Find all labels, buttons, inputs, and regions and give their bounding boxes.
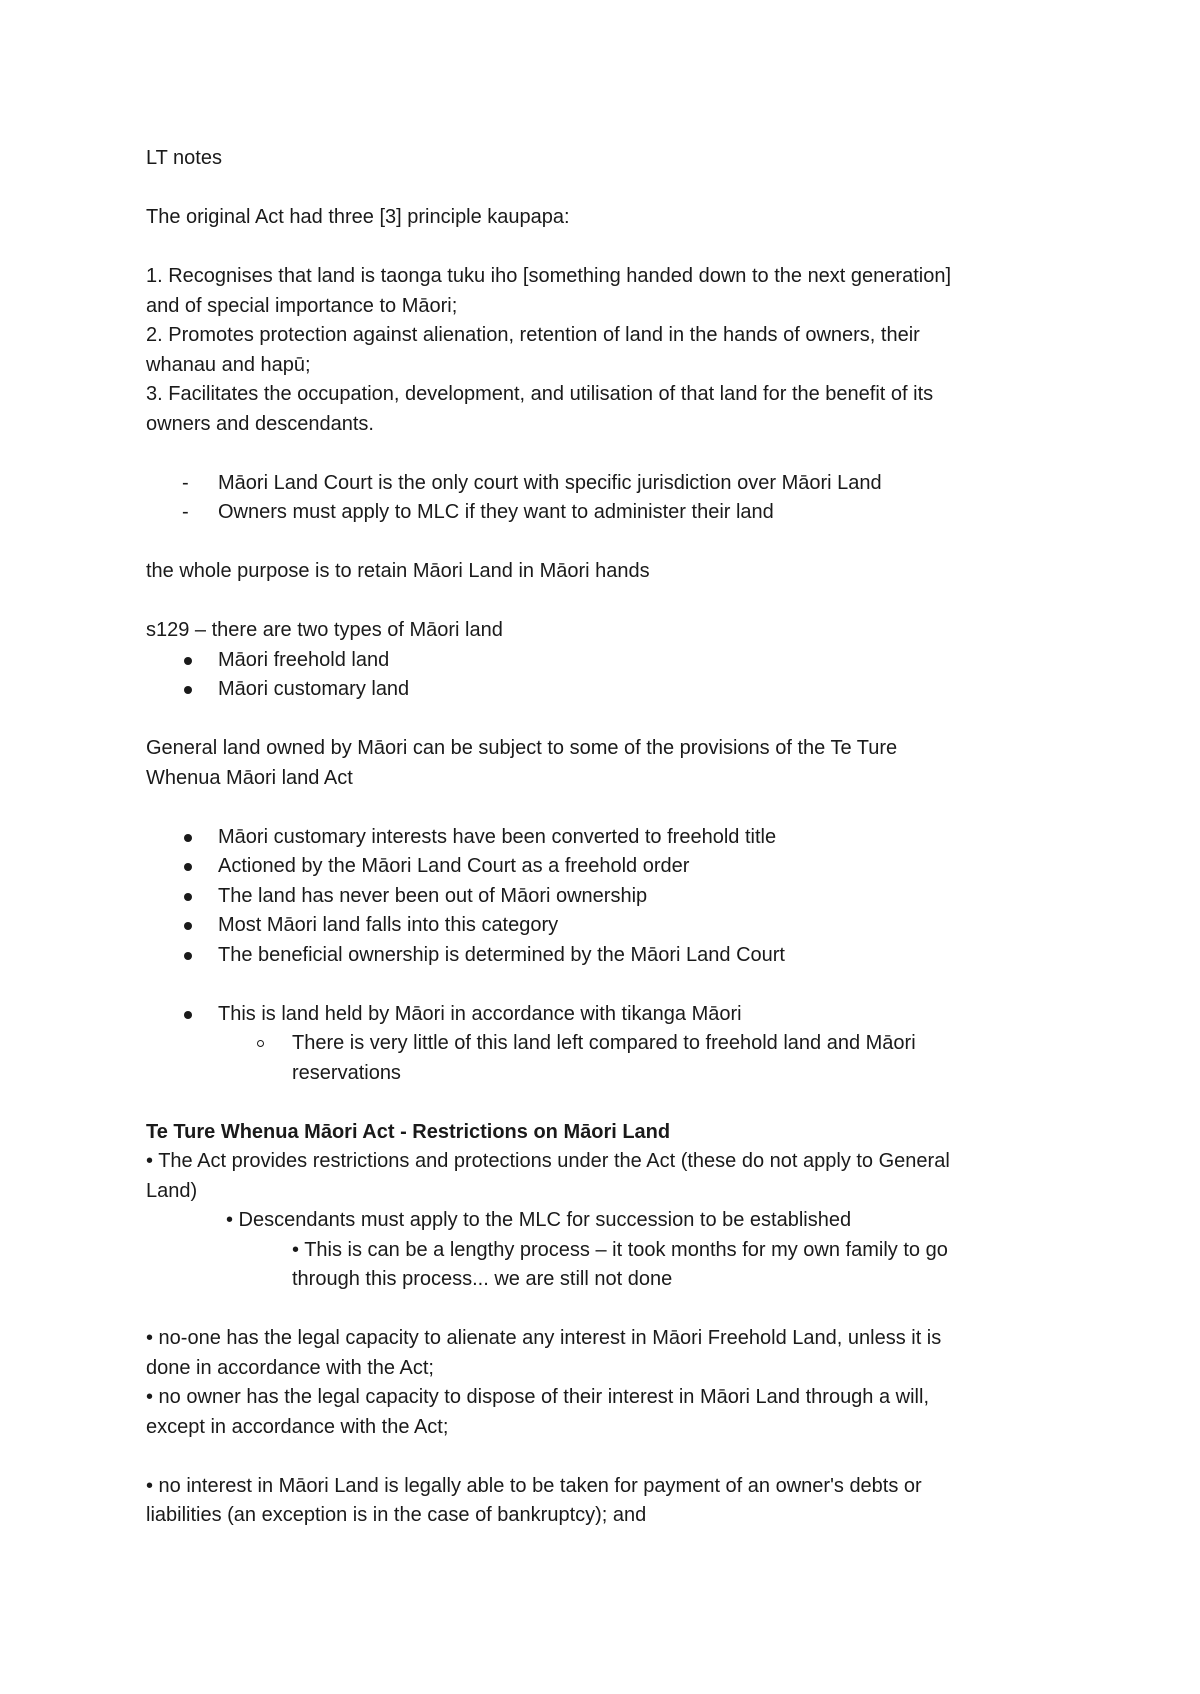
spacer	[146, 587, 1066, 617]
bullet-list-item	[146, 882, 1066, 912]
spacer	[146, 1295, 1066, 1325]
bullet-item-text: The beneficial ownership is determined by the Māori Land Court	[218, 943, 785, 966]
bullet-list-item	[146, 852, 1066, 882]
spacer	[146, 528, 1066, 558]
intro-text: The original Act had three [3] principle kaupapa:	[146, 206, 570, 228]
spacer	[146, 793, 1066, 823]
section-heading: Te Ture Whenua Māori Act - Restrictions on Māori Land	[146, 1120, 671, 1143]
bullet-list-item	[146, 646, 1066, 676]
alienate-line-1: • no-one has the legal capacity to alienate any interest in Māori Freehold Land, unless it is	[146, 1327, 942, 1349]
bullet-list-item	[146, 823, 1066, 853]
bullet-item-text: Māori freehold land	[218, 648, 390, 671]
bullet-item-text: This is land held by Māori in accordance with tikanga Māori	[218, 1002, 742, 1025]
bullet-dot-icon	[184, 686, 192, 694]
bullet-list-item	[146, 941, 1066, 971]
document-title: LT notes	[146, 147, 222, 169]
sub-bullet-text-line-1: There is very little of this land left compared to freehold land and Māori	[292, 1032, 916, 1054]
bullet-item-text: Actioned by the Māori Land Court as a freehold order	[218, 855, 690, 877]
restrictions-intro-line-1: • The Act provides restrictions and protections under the Act (these do not apply to General	[146, 1150, 950, 1172]
document-body	[146, 144, 1066, 1531]
spacer	[146, 705, 1066, 735]
s129-text: s129 – there are two types of Māori land	[146, 619, 503, 641]
dash-item-text: Māori Land Court is the only court with specific jurisdiction over Māori Land	[218, 471, 882, 494]
dispose-line-1: • no owner has the legal capacity to dispose of their interest in Māori Land through a will,	[146, 1386, 929, 1408]
dash-list	[146, 469, 1066, 528]
dash-list-item	[146, 469, 1066, 499]
restrictions-intro-line-2: Land)	[146, 1179, 198, 1202]
land-types-list	[146, 646, 1066, 705]
kaupapa-item-3-line-1: 3. Facilitates the occupation, development, and utilisation of that land for the benefit of its	[146, 383, 934, 405]
bullet-dot-icon	[184, 1011, 192, 1019]
purpose-text: the whole purpose is to retain Māori Land in Māori hands	[146, 560, 650, 582]
bullet-dot-icon	[184, 893, 192, 901]
debts-line-1: • no interest in Māori Land is legally able to be taken for payment of an owner's debts or	[146, 1474, 922, 1497]
bullet-dot-icon	[184, 952, 192, 960]
succession-sub-line-2: through this process... we are still not done	[292, 1268, 673, 1290]
dash-item-text: Owners must apply to MLC if they want to administer their land	[218, 501, 774, 523]
spacer	[146, 1442, 1066, 1472]
spacer	[146, 439, 1066, 469]
hollow-bullet-icon	[257, 1040, 264, 1047]
spacer	[146, 970, 1066, 1000]
debts-line-2: liabilities (an exception is in the case of bankruptcy); and	[146, 1504, 647, 1526]
bullet-list-item	[146, 675, 1066, 705]
customary-points-list	[146, 1000, 1066, 1089]
bullet-dot-icon	[184, 657, 192, 665]
alienate-line-2: done in accordance with the Act;	[146, 1356, 434, 1379]
succession-sub-line-1: • This is can be a lengthy process – it took months for my own family to go	[292, 1238, 948, 1261]
kaupapa-item-1-line-1: 1. Recognises that land is taonga tuku iho [something handed down to the next generation]	[146, 265, 951, 287]
dash-marker: -	[182, 471, 189, 494]
dash-list-item	[146, 498, 1066, 528]
sub-bullet-text-line-2: reservations	[292, 1061, 401, 1084]
general-land-line-1: General land owned by Māori can be subject to some of the provisions of the Te Ture	[146, 737, 898, 759]
succession-text: • Descendants must apply to the MLC for succession to be established	[226, 1209, 852, 1231]
bullet-dot-icon	[184, 863, 192, 871]
spacer	[146, 233, 1066, 263]
bullet-item-text: The land has never been out of Māori ownership	[218, 884, 648, 907]
kaupapa-list	[146, 262, 1066, 439]
spacer	[146, 1088, 1066, 1118]
kaupapa-item-3-line-2: owners and descendants.	[146, 412, 374, 435]
bullet-dot-icon	[184, 922, 192, 930]
bullet-list-item	[146, 1000, 1066, 1030]
spacer	[146, 174, 1066, 204]
sub-bullet-list-item	[146, 1029, 1066, 1088]
freehold-points-list	[146, 823, 1066, 971]
dash-marker: -	[182, 501, 189, 523]
bullet-item-text: Māori customary interests have been converted to freehold title	[218, 825, 777, 848]
bullet-item-text: Māori customary land	[218, 678, 410, 700]
bullet-list-item	[146, 911, 1066, 941]
dispose-line-2: except in accordance with the Act;	[146, 1415, 449, 1438]
kaupapa-item-1-line-2: and of special importance to Māori;	[146, 294, 458, 317]
general-land-line-2: Whenua Māori land Act	[146, 766, 353, 789]
bullet-item-text: Most Māori land falls into this category	[218, 914, 559, 936]
bullet-dot-icon	[184, 834, 192, 842]
kaupapa-item-2-line-2: whanau and hapū;	[146, 353, 311, 376]
kaupapa-item-2-line-1: 2. Promotes protection against alienation, retention of land in the hands of owners, their	[146, 324, 920, 346]
